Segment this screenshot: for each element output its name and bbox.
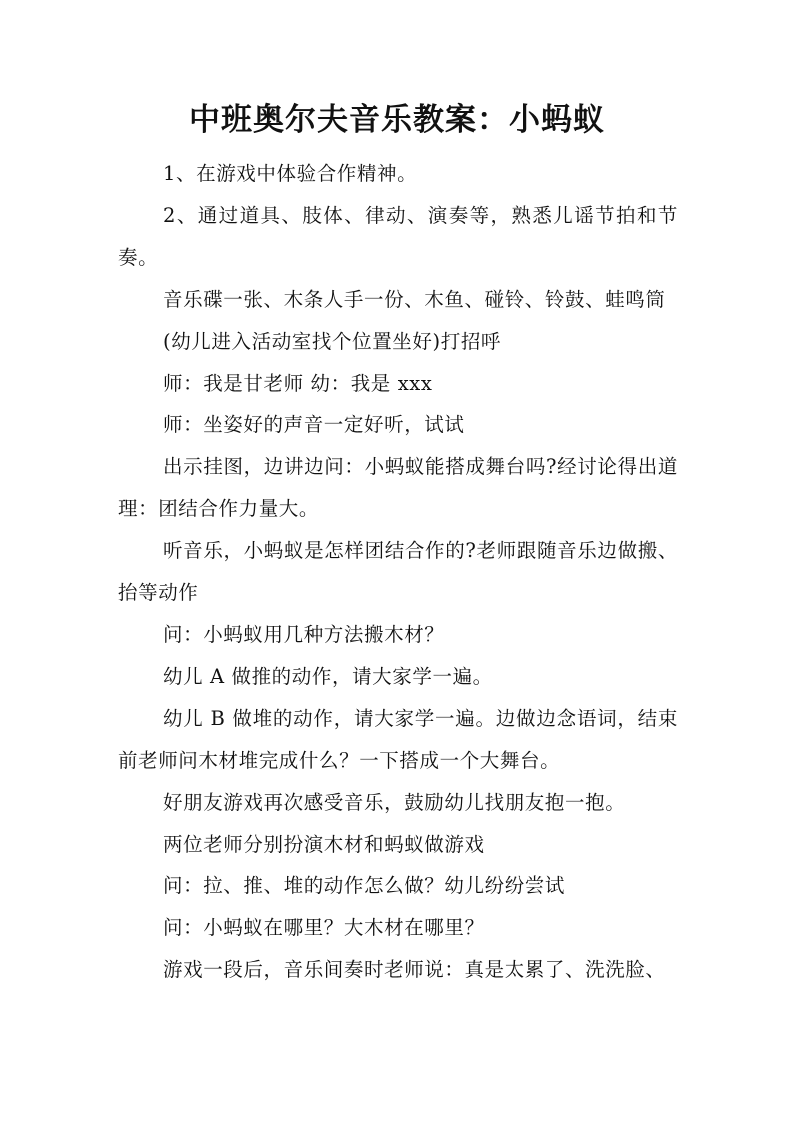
paragraph-materials: 音乐碟一张、木条人手一份、木鱼、碰铃、铃鼓、蛙鸣筒 xyxy=(163,287,666,311)
paragraph-child-a: 幼儿 A 做推的动作，请大家学一遍。 xyxy=(163,664,493,688)
paragraph-friends-game: 好朋友游戏再次感受音乐，鼓励幼儿找朋友抱一抱。 xyxy=(163,790,626,814)
paragraph-teachers-roleplay: 两位老师分别扮演木材和蚂蚁做游戏 xyxy=(163,832,485,856)
document-body xyxy=(118,153,678,991)
paragraph-teacher-intro: 师：我是甘老师 幼：我是 xxx xyxy=(163,371,433,395)
paragraph-sitting: 师：坐姿好的声音一定好听，试试 xyxy=(163,413,465,437)
document-title: 中班奥尔夫音乐教案：小蚂蚁 xyxy=(189,102,605,138)
paragraph-greeting: (幼儿进入活动室找个位置坐好)打招呼 xyxy=(163,329,502,353)
paragraph-child-b: 幼儿 B 做堆的动作，请大家学一遍。边做边念语词，结束前老师问木材堆完成什么？一下搭成一个大舞台。 xyxy=(118,706,678,772)
paragraph-goal-1: 1、在游戏中体验合作精神。 xyxy=(163,162,418,185)
paragraph-wall-chart: 出示挂图，边讲边问：小蚂蚁能搭成舞台吗?经讨论得出道理：团结合作力量大。 xyxy=(118,455,678,521)
paragraph-question-actions: 问：拉、推、堆的动作怎么做？幼儿纷纷尝试 xyxy=(163,874,566,898)
paragraph-goal-2: 2、通过道具、肢体、律动、演奏等，熟悉儿谣节拍和节奏。 xyxy=(118,203,678,269)
paragraph-game-interlude: 游戏一段后，音乐间奏时老师说：真是太累了、洗洗脸、 xyxy=(163,958,666,982)
paragraph-question-methods: 问：小蚂蚁用几种方法搬木材？ xyxy=(163,622,445,646)
paragraph-listen-music: 听音乐，小蚂蚁是怎样团结合作的?老师跟随音乐边做搬、抬等动作 xyxy=(118,539,678,605)
paragraph-question-where: 问：小蚂蚁在哪里？大木材在哪里？ xyxy=(163,916,485,940)
